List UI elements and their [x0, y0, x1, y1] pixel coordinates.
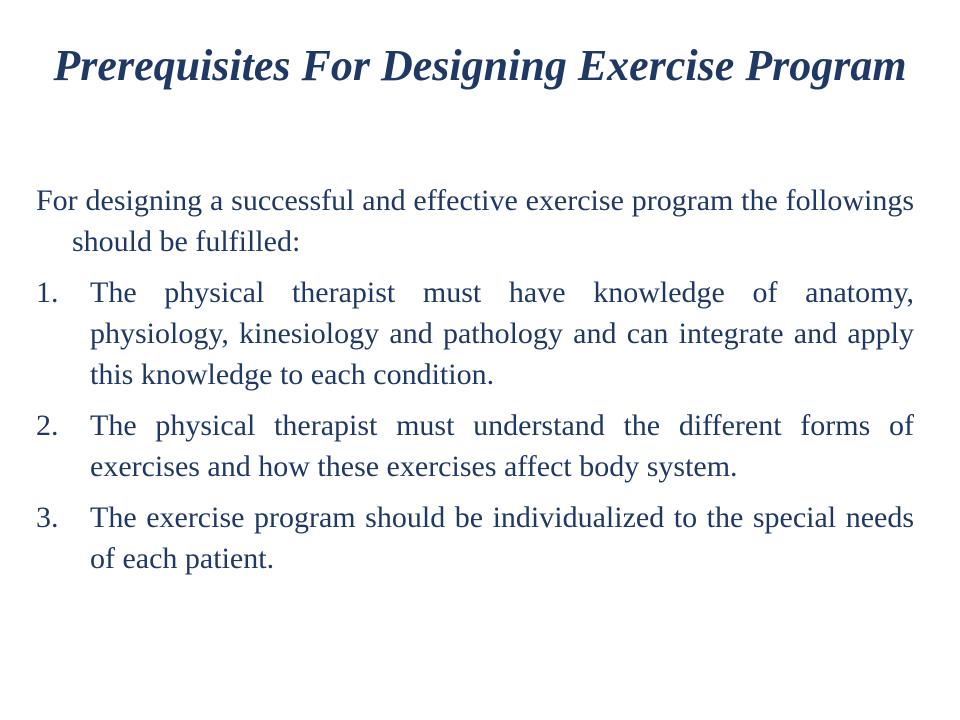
- list-item: [36, 272, 914, 395]
- intro-paragraph: For designing a successful and effective exercise program the followings should be fulfilled:: [36, 184, 914, 258]
- slide-body: [36, 180, 914, 589]
- list-item-text: The physical therapist must understand the different forms of exercises and how these exercises affect body system.: [90, 409, 914, 483]
- list-item-text: The exercise program should be individualized to the special needs of each patient.: [90, 501, 914, 575]
- list-item-number: 1.: [36, 276, 59, 309]
- prerequisites-list: [36, 272, 914, 579]
- list-item-number: 2.: [36, 409, 59, 442]
- slide-title: Prerequisites For Designing Exercise Program: [53, 41, 907, 90]
- list-item: [36, 497, 914, 579]
- list-item-number: 3.: [36, 501, 59, 534]
- list-item: [36, 405, 914, 487]
- list-item-text: The physical therapist must have knowledge of anatomy, physiology, kinesiology and pathology and can integrate and apply this knowledge to each condition.: [90, 276, 914, 391]
